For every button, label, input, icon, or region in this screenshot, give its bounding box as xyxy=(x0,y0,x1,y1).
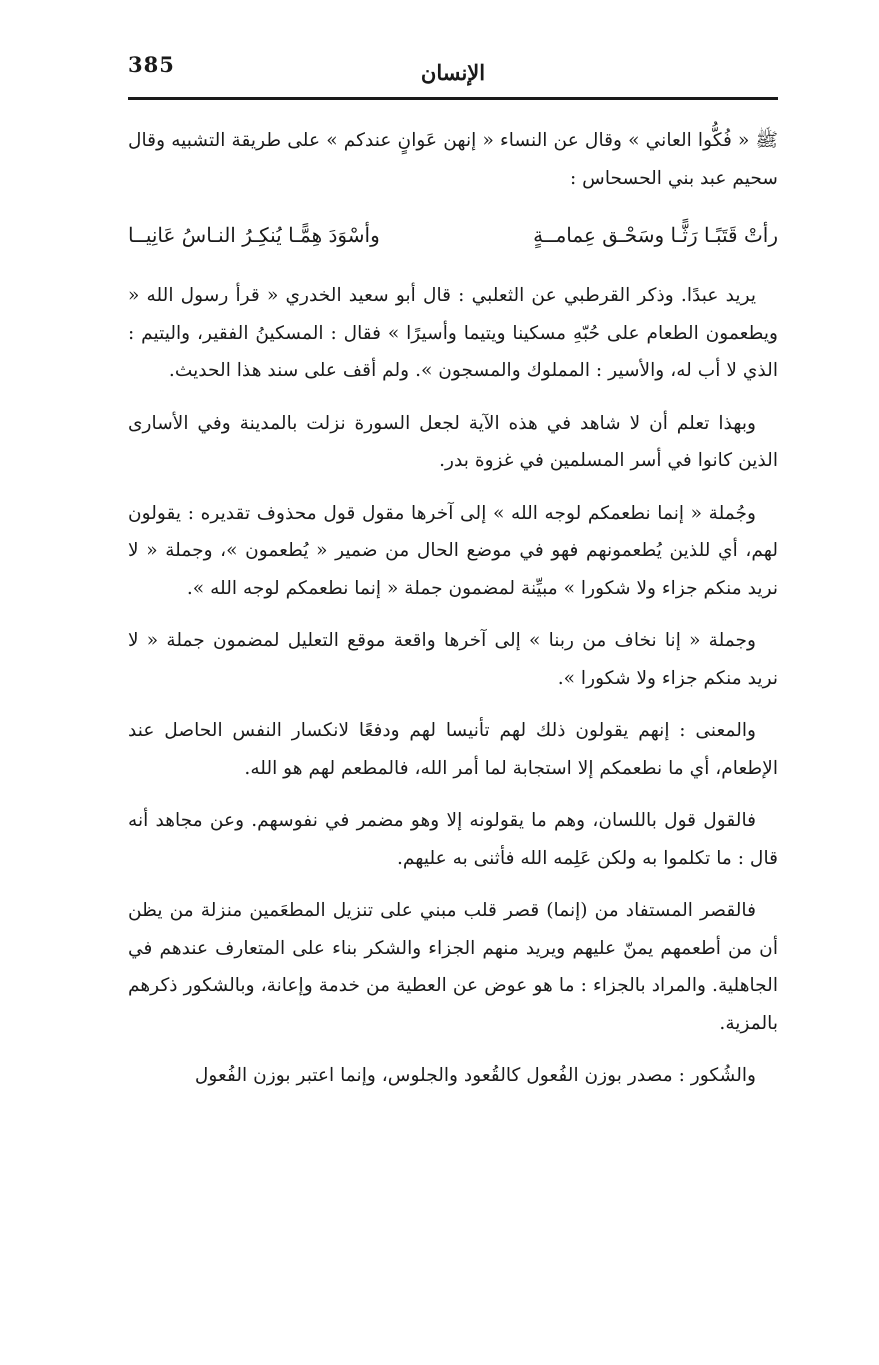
paragraph-4: وجُملة « إنما نطعمكم لوجه الله » إلى آخرها مقول قول محذوف تقديره : يقولون لهم، أي للذين يُطعمونهم فهو في موضع الحال من ضمير « يُطعمون »، وجملة « لا نريد منكم جزاء ولا شكورا » مبيِّنة لمضمون جملة « إنما نطعمكم لوجه الله ». xyxy=(128,502,778,599)
verse-second-hemistich: وأسْوَدَ هِمًّـا يُنكِـرُ النـاسُ عَانِيــا xyxy=(128,223,380,247)
paragraph-6: والمعنى : إنهم يقولون ذلك لهم تأنيسا لهم ودفعًا لانكسار النفس الحاصل عند الإطعام، أي ما نطعمكم إلا استجابة لما أمر الله، فالمطعم لهم هو الله. xyxy=(128,720,778,779)
page-number: 385 xyxy=(128,52,175,77)
paragraph-9: والشُكور : مصدر بوزن الفُعول كالقُعود والجلوس، وإنما اعتبر بوزن الفُعول xyxy=(194,1065,756,1086)
page-header xyxy=(128,48,778,98)
paragraph-7: فالقول قول باللسان، وهم ما يقولونه إلا وهو مضمر في نفوسهم. وعن مجاهد أنه قال : ما تكلموا به ولكن عَلِمه الله فأثنى به عليهم. xyxy=(128,810,778,869)
poem-verse xyxy=(128,215,778,255)
paragraph-5: وجملة « إنا نخاف من ربنا » إلى آخرها واقعة موقع التعليل لمضمون جملة « لا نريد منكم جزاء ولا شكورا ». xyxy=(128,630,778,689)
paragraph-3: وبهذا تعلم أن لا شاهد في هذه الآية لجعل السورة نزلت بالمدينة وفي الأسارى الذين كانوا في أسر المسلمين في غزوة بدر. xyxy=(128,412,778,471)
verse-first-hemistich: رأتْ قَتَبًـا رَثًّـا وسَحْـق عِمامــةٍ xyxy=(533,223,778,247)
paragraph-2: يريد عبدًا. وذكر القرطبي عن الثعلبي : قال أبو سعيد الخدري « قرأ رسول الله « ويطعمون الطعام على حُبّهِ مسكينا ويتيما وأسيرًا » فقال : المسكينُ الفقير، واليتيم : الذي لا أب له، والأسير : المملوك والمسجون ». ولم أقف على سند هذا الحديث. xyxy=(128,285,778,381)
running-title: الإنسان xyxy=(420,60,486,85)
paragraph-1: ﷺ « فُكُّوا العاني » وقال عن النساء « إنهن عَوانٍ عندكم » على طريقة التشبيه وقال سحيم عبد بني الحسحاس : xyxy=(128,130,778,189)
body-text xyxy=(128,122,778,1110)
header-rule xyxy=(128,97,778,100)
paragraph-8: فالقصر المستفاد من (إنما) قصر قلب مبني على تنزيل المطعَمين منزلة من يظن أن من أطعمهم يمنّ عليهم ويريد منهم الجزاء والشكر بناء على المتعارف عندهم في الجاهلية. والمراد بالجزاء : ما هو عوض عن العطية من خدمة وإعانة، وبالشكور ذكرهم بالمزية. xyxy=(128,900,778,1034)
